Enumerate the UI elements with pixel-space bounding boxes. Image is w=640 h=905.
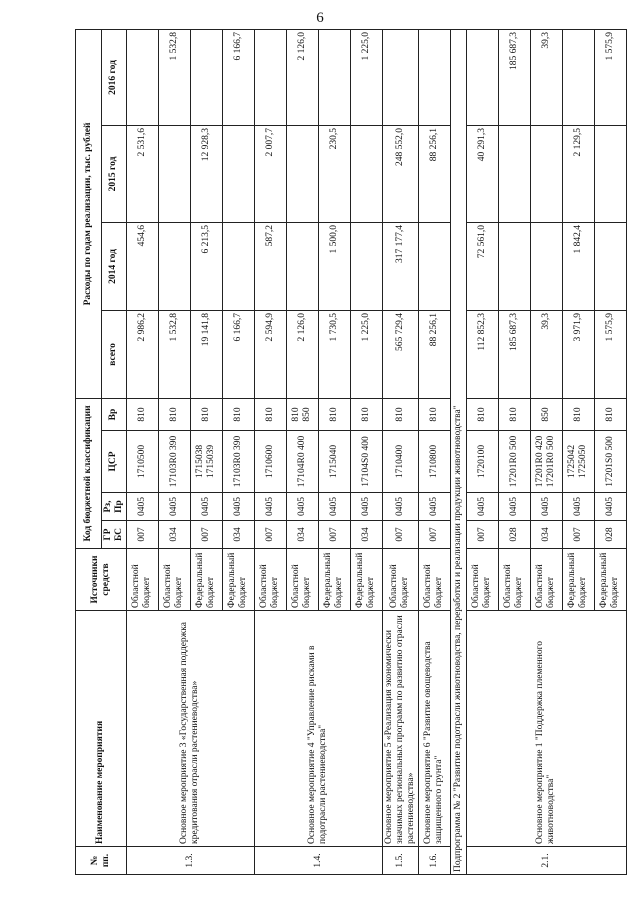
vr-code: 810 [418,398,450,430]
rzpr-code: 0405 [350,493,382,521]
csr-code: 1725042 1725050 [562,431,594,493]
subprogram-title: Подпрограмма № 2 "Развитие подотрасли животноводства, переработки и реализации продукции животноводства" [450,29,466,874]
rzpr-code: 0405 [158,493,190,521]
grbs-code: 034 [286,521,318,549]
rzpr-code: 0405 [466,493,498,521]
funding-source: Областной бюджет [466,549,498,611]
vr-code: 810 [222,398,254,430]
amount-2014: 72 561,0 [466,222,498,310]
csr-code: 1720100 [466,431,498,493]
total-amount: 1 575,9 [594,310,626,398]
rzpr-code: 0405 [126,493,158,521]
grbs-code: 028 [498,521,530,549]
vr-code: 810 [466,398,498,430]
row-number: 1.5. [382,847,418,875]
total-amount: 39,3 [530,310,562,398]
vr-code: 810 850 [286,398,318,430]
header-vr: Вр [102,398,127,430]
total-amount: 1 225,0 [350,310,382,398]
amount-2014: 1 500,0 [318,222,350,310]
csr-code: 1710400 [382,431,418,493]
grbs-code: 007 [418,521,450,549]
rzpr-code: 0405 [318,493,350,521]
header-name: Наименование мероприятия [76,611,127,847]
total-amount: 88 256,1 [418,310,450,398]
amount-2016: 1 575,9 [594,29,626,125]
funding-source: Федеральный бюджет [350,549,382,611]
amount-2014: 454,6 [126,222,158,310]
table-row [466,29,498,874]
amount-2015: 2 129,5 [562,125,594,222]
page-number: 6 [316,10,324,26]
amount-2016: 185 687,3 [498,29,530,125]
vr-code: 810 [498,398,530,430]
rzpr-code: 0405 [222,493,254,521]
grbs-code: 007 [254,521,286,549]
vr-code: 810 [158,398,190,430]
csr-code: 17104R0 400 [286,431,318,493]
amount-2014: 587,2 [254,222,286,310]
grbs-code: 028 [594,521,626,549]
table-row [254,29,286,874]
amount-2016 [382,29,418,125]
amount-2014 [222,222,254,310]
amount-2014: 1 842,4 [562,222,594,310]
vr-code: 810 [594,398,626,430]
table-header [76,29,127,874]
amount-2016 [126,29,158,125]
subprogram-2-header [450,29,466,874]
amount-2015 [222,125,254,222]
funding-source: Областной бюджет [286,549,318,611]
amount-2015 [594,125,626,222]
amount-2015: 230,5 [318,125,350,222]
amount-2014 [594,222,626,310]
rotated-table-container [75,30,621,875]
header-budget-code: Код бюджетной классификации [76,398,102,548]
rzpr-code: 0405 [562,493,594,521]
amount-2016 [562,29,594,125]
vr-code: 810 [254,398,286,430]
funding-source: Федеральный бюджет [594,549,626,611]
amount-2016 [190,29,222,125]
csr-code: 17104S0 400 [350,431,382,493]
grbs-code: 034 [530,521,562,549]
rzpr-code: 0405 [254,493,286,521]
total-amount: 565 729,4 [382,310,418,398]
row-number: 1.3. [126,847,254,875]
vr-code: 810 [318,398,350,430]
funding-source: Федеральный бюджет [562,549,594,611]
table-row [126,29,158,874]
funding-source: Федеральный бюджет [190,549,222,611]
activity-name: Основное мероприятие 4 "Управление рисками в подотрасли растениеводства" [254,611,382,847]
rzpr-code: 0405 [530,493,562,521]
total-amount: 1 730,5 [318,310,350,398]
vr-code: 810 [382,398,418,430]
header-expenses: Расходы по годам реализации, тыс. рублей [76,29,102,398]
table-body-subprogram-2 [466,29,626,874]
grbs-code: 007 [562,521,594,549]
funding-source: Областной бюджет [418,549,450,611]
vr-code: 810 [190,398,222,430]
funding-source: Областной бюджет [126,549,158,611]
amount-2016 [318,29,350,125]
amount-2016 [418,29,450,125]
amount-2014 [286,222,318,310]
amount-2016: 39,3 [530,29,562,125]
csr-code: 1710800 [418,431,450,493]
total-amount: 3 971,9 [562,310,594,398]
amount-2015 [530,125,562,222]
csr-code: 17103R0 390 [158,431,190,493]
amount-2014 [418,222,450,310]
funding-source: Областной бюджет [382,549,418,611]
funding-source: Областной бюджет [530,549,562,611]
grbs-code: 007 [318,521,350,549]
grbs-code: 007 [382,521,418,549]
activity-name: Основное мероприятие 5 «Реализация экономически значимых региональных программ по развитию отрасли растениеводства» [382,611,418,847]
amount-2014: 6 213,5 [190,222,222,310]
header-total: всего [102,310,127,398]
header-2016: 2016 год [102,29,127,125]
grbs-code: 034 [222,521,254,549]
csr-code: 17201R0 420 17201R0 500 [530,431,562,493]
table-row [418,29,450,874]
vr-code: 810 [350,398,382,430]
header-2015: 2015 год [102,125,127,222]
header-source: Источники средств [76,549,127,611]
amount-2016: 1 225,0 [350,29,382,125]
amount-2015: 2 531,6 [126,125,158,222]
vr-code: 850 [530,398,562,430]
header-2014: 2014 год [102,222,127,310]
total-amount: 112 852,3 [466,310,498,398]
grbs-code: 034 [350,521,382,549]
row-number: 1.6. [418,847,450,875]
amount-2015: 12 928,3 [190,125,222,222]
rotated-table-frame [75,30,621,875]
amount-2015: 88 256,1 [418,125,450,222]
amount-2016 [254,29,286,125]
table-row [382,29,418,874]
grbs-code: 034 [158,521,190,549]
amount-2014 [158,222,190,310]
amount-2015: 248 552,0 [382,125,418,222]
funding-source: Областной бюджет [254,549,286,611]
total-amount: 2 126,0 [286,310,318,398]
rzpr-code: 0405 [286,493,318,521]
vr-code: 810 [562,398,594,430]
total-amount: 1 532,8 [158,310,190,398]
amount-2016 [466,29,498,125]
amount-2015 [158,125,190,222]
activity-name: Основное мероприятие 3 «Государственная поддержка кредитования отрасли растениеводства» [126,611,254,847]
amount-2014 [498,222,530,310]
amount-2016: 2 126,0 [286,29,318,125]
rzpr-code: 0405 [382,493,418,521]
vr-code: 810 [126,398,158,430]
amount-2014 [350,222,382,310]
total-amount: 6 166,7 [222,310,254,398]
total-amount: 2 594,9 [254,310,286,398]
total-amount: 2 986,2 [126,310,158,398]
amount-2014: 317 177,4 [382,222,418,310]
csr-code: 17201S0 500 [594,431,626,493]
activity-name: Основное мероприятие 1 "Поддержка племенного животноводства" [466,611,626,847]
header-grbs: ГР БС [102,521,127,549]
csr-code: 1715040 [318,431,350,493]
amount-2016: 1 532,8 [158,29,190,125]
amount-2015 [286,125,318,222]
funding-source: Федеральный бюджет [318,549,350,611]
amount-2015: 2 007,7 [254,125,286,222]
funding-source: Областной бюджет [158,549,190,611]
header-csr: ЦСР [102,431,127,493]
grbs-code: 007 [126,521,158,549]
grbs-code: 007 [466,521,498,549]
rzpr-code: 0405 [190,493,222,521]
amount-2015: 40 291,3 [466,125,498,222]
grbs-code: 007 [190,521,222,549]
amount-2015 [350,125,382,222]
activity-name: Основное мероприятие 6 "Развитие овощеводства защищенного грунта" [418,611,450,847]
header-rzpr: Рз, Пр [102,493,127,521]
table-body-subprogram-1 [126,29,450,874]
funding-source: Федеральный бюджет [222,549,254,611]
total-amount: 19 141,8 [190,310,222,398]
csr-code: 17201R0 500 [498,431,530,493]
amount-2014 [530,222,562,310]
amount-2016: 6 166,7 [222,29,254,125]
budget-table [75,29,627,875]
csr-code: 1715038 1715039 [190,431,222,493]
csr-code: 1710600 [254,431,286,493]
row-number: 1.4. [254,847,382,875]
row-number: 2.1. [466,847,626,875]
rzpr-code: 0405 [498,493,530,521]
csr-code: 17103R0 390 [222,431,254,493]
csr-code: 1710500 [126,431,158,493]
funding-source: Областной бюджет [498,549,530,611]
amount-2015 [498,125,530,222]
rzpr-code: 0405 [594,493,626,521]
header-num: № пп. [76,847,127,875]
rzpr-code: 0405 [418,493,450,521]
total-amount: 185 687,3 [498,310,530,398]
